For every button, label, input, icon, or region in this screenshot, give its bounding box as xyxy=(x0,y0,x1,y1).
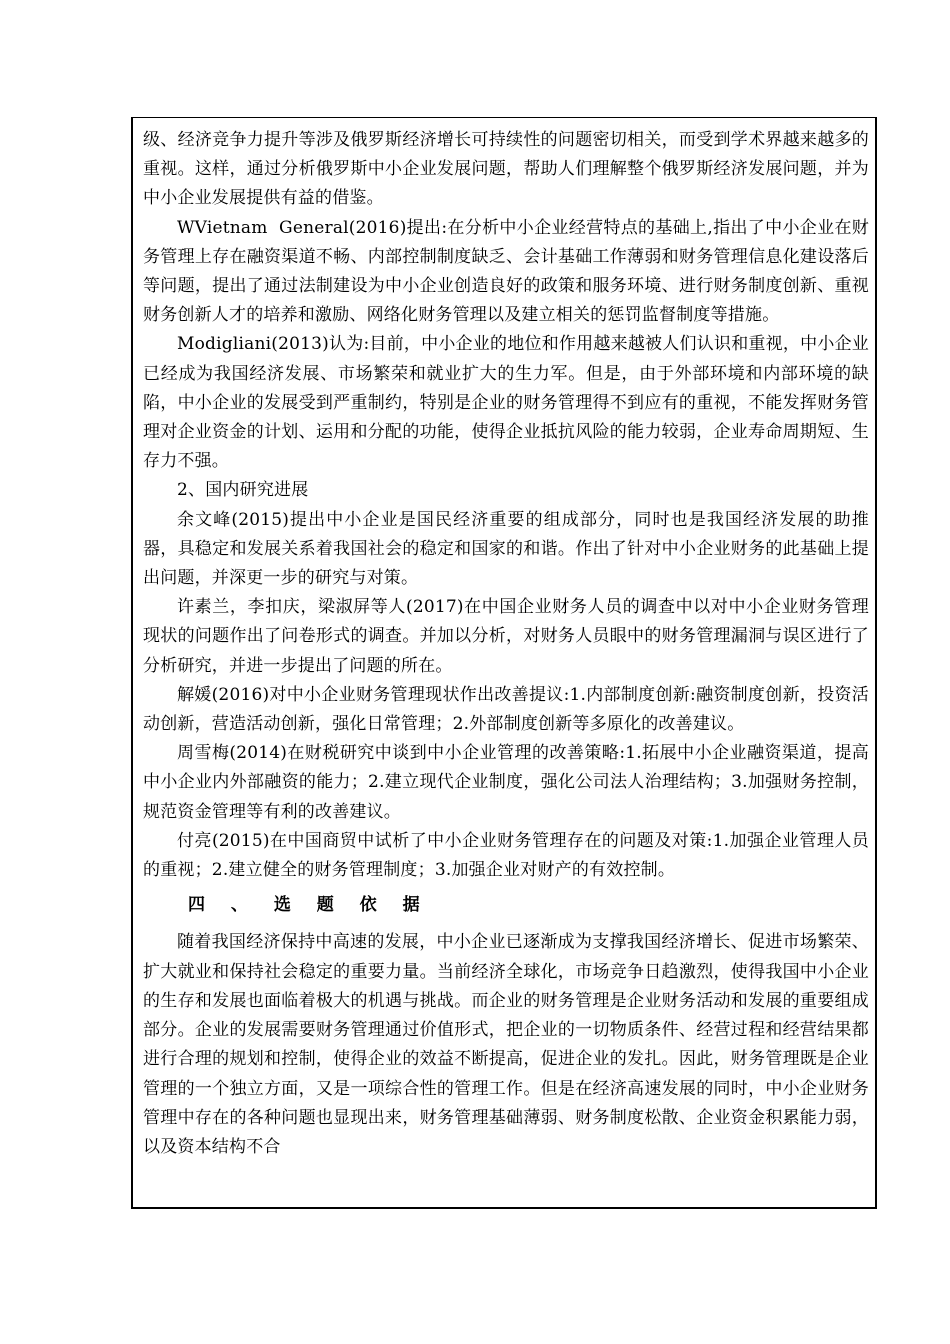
paragraph: 级、经济竞争力提升等涉及俄罗斯经济增长可持续性的问题密切相关，而受到学术界越来越多的重视。这样，通过分析俄罗斯中小企业发展问题，帮助人们理解整个俄罗斯经济发展问题，并为中小企业发展提供有益的借鉴。 xyxy=(143,130,869,209)
paragraph: 周雪梅(2014)在财税研究中谈到中小企业管理的改善策略:1.拓展中小企业融资渠道，提高中小企业内外部融资的能力；2.建立现代企业制度，强化公司法人治理结构；3.加强财务控制，规范资金管理等有利的改善建议。 xyxy=(143,743,869,822)
paragraph: WVietnam General(2016)提出:在分析中小企业经营特点的基础上,指出了中小企业在财务管理上存在融资渠道不畅、内部控制制度缺乏、会计基础工作薄弱和财务管理信息化建设落后等问题，提出了通过法制建设为中小企业创造良好的政策和服务环境、进行财务制度创新、重视财务创新人才的培养和激励、网络化财务管理以及建立相关的惩罚监督制度等措施。 xyxy=(143,217,869,326)
paragraph: 解媛(2016)对中小企业财务管理现状作出改善提议:1.内部制度创新:融资制度创新，投资活动创新，营造活动创新，强化日常管理；2.外部制度创新等多原化的改善建议。 xyxy=(143,684,869,735)
paragraph: 余文峰(2015)提出中小企业是国民经济重要的组成部分，同时也是我国经济发展的助推器，具稳定和发展关系着我国社会的稳定和国家的和谐。作出了针对中小企业财务的此基础上提出问题，并深更一步的研究与对策。 xyxy=(143,509,869,589)
section-heading: 四 、 选 题 依 据 xyxy=(188,895,430,916)
paragraph: 许素兰，李扣庆，梁淑屏等人(2017)在中国企业财务人员的调查中以对中小企业财务管理现状的问题作出了问卷形式的调查。并加以分析，对财务人员眼中的财务管理漏洞与误区进行了分析研究，并进一步提出了问题的所在。 xyxy=(143,597,869,676)
paragraph: Modigliani(2013)认为:目前，中小企业的地位和作用越来越被人们认识和重视，中小企业已经成为我国经济发展、市场繁荣和就业扩大的生力军。但是，由于外部环境和内部环境的缺陷，中小企业的发展受到严重制约，特别是企业的财务管理得不到应有的重视，不能发挥财务管理对企业资金的计划、运用和分配的功能，使得企业抵抗风险的能力较弱，企业寿命周期短、生存力不强。 xyxy=(143,334,869,472)
paragraph: 付亮(2015)在中国商贸中试析了中小企业财务管理存在的问题及对策:1.加强企业管理人员的重视；2.建立健全的财务管理制度；3.加强企业对财产的有效控制。 xyxy=(143,830,869,881)
document-body xyxy=(143,126,869,1162)
paragraph: 随着我国经济保持中高速的发展，中小企业已逐渐成为支撑我国经济增长、促进市场繁荣、扩大就业和保持社会稳定的重要力量。当前经济全球化，市场竞争日趋激烈，使得我国中小企业的生存和发展也面临着极大的机遇与挑战。而企业的财务管理是企业财务活动和发展的重要组成部分。企业的发展需要财务管理通过价值形式，把企业的一切物质条件、经营过程和经营结果都进行合理的规划和控制，使得企业的效益不断提高，促进企业的发扎。因此，财务管理既是企业管理的一个独立方面，又是一项综合性的管理工作。但是在经济高速发展的同时，中小企业财务管理中存在的各种问题也显现出来，财务管理基础薄弱、财务制度松散、企业资金积累能力弱，以及资本结构不合 xyxy=(143,932,869,1157)
subheading-domestic-research: 2、国内研究进展 xyxy=(177,480,309,501)
document-table-cell xyxy=(131,117,877,1209)
